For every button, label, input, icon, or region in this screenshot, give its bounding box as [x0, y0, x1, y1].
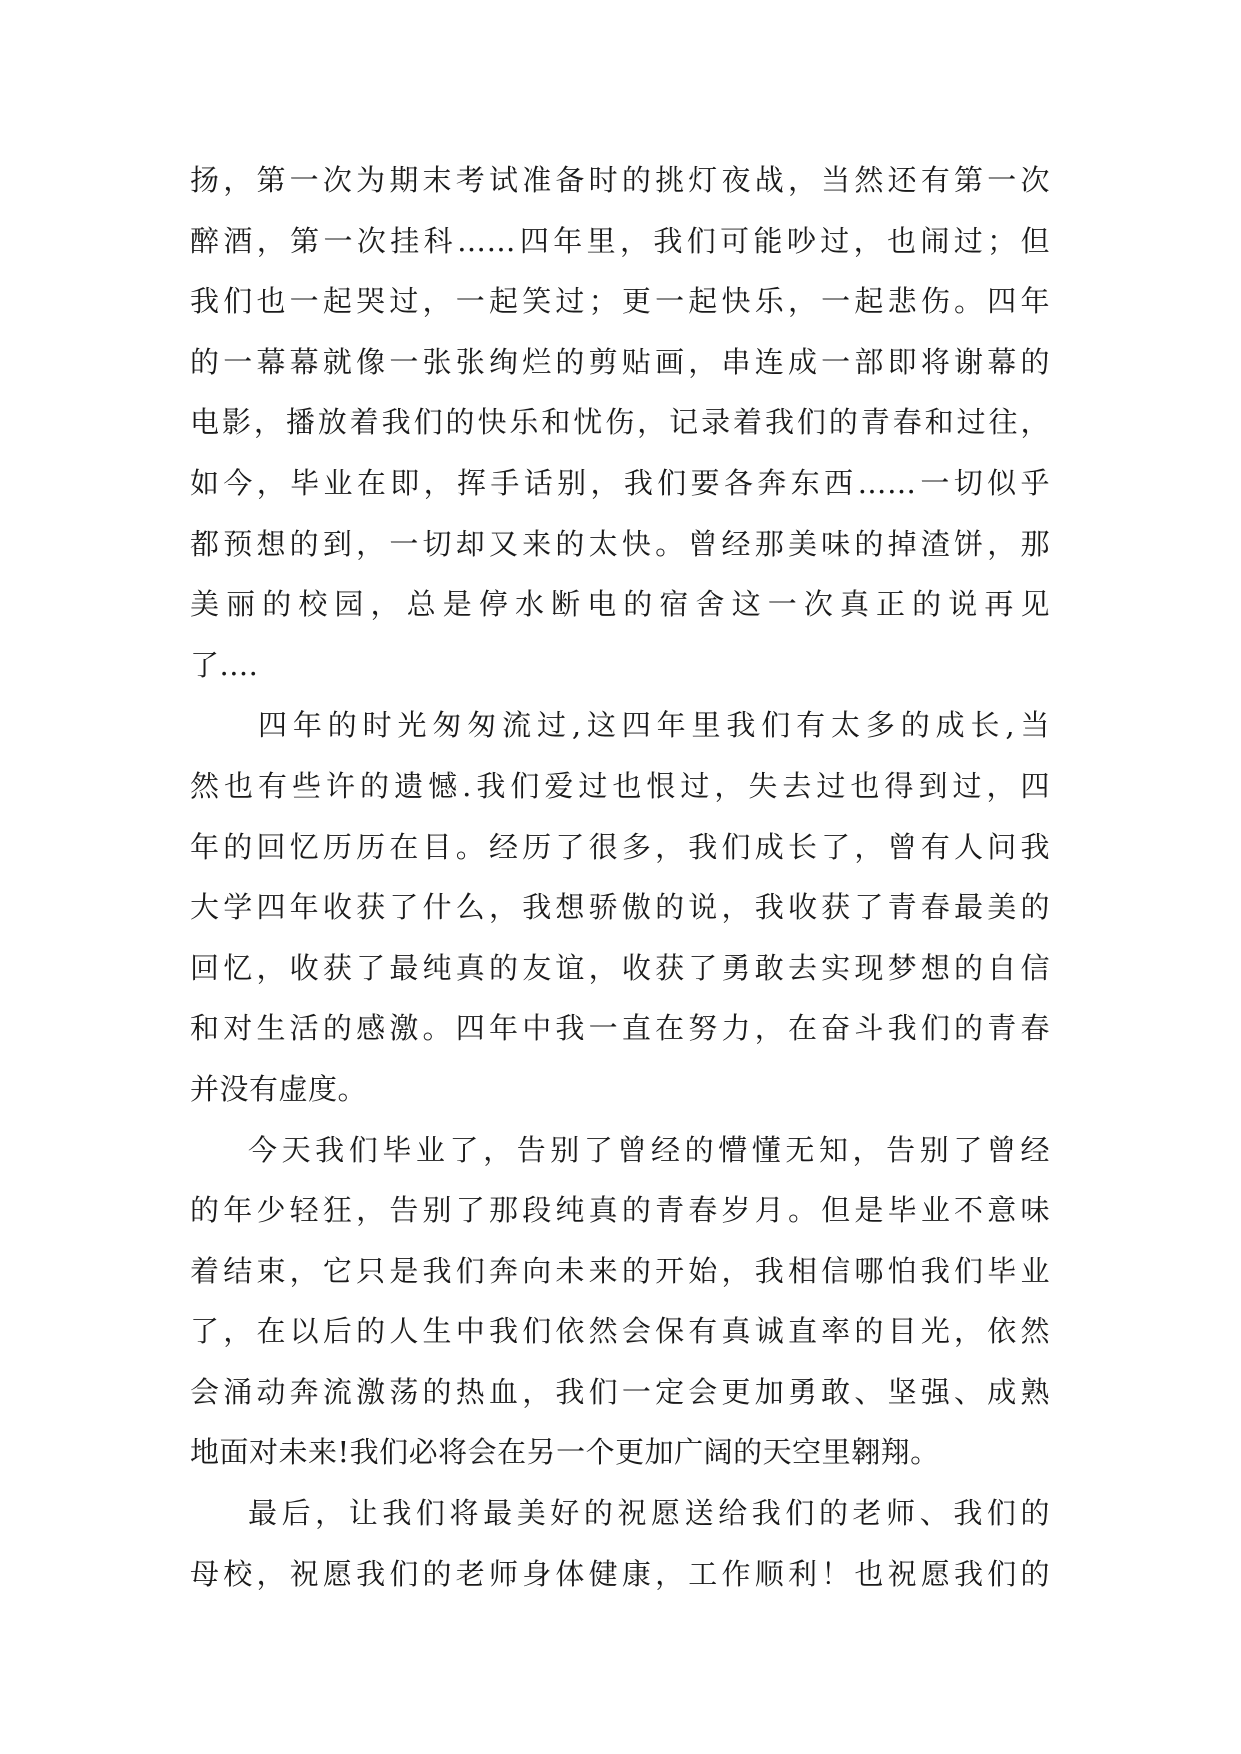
text-line: 母校，祝愿我们的老师身体健康，工作顺利！也祝愿我们的	[190, 1556, 1050, 1591]
text-line: 和对生活的感激。四年中我一直在努力，在奋斗我们的青春	[190, 1011, 1050, 1046]
text-line: 并没有虚度。	[190, 1071, 368, 1106]
paragraph-start-line: 四年的时光匆匆流过,这四年里我们有太多的成长,当	[258, 708, 1050, 743]
text-line: 地面对未来!我们必将会在另一个更加广阔的天空里翱翔。	[190, 1435, 940, 1470]
text-line: 然也有些许的遗憾.我们爱过也恨过，失去过也得到过，四	[190, 768, 1050, 803]
text-line: 年的回忆历历在目。经历了很多，我们成长了，曾有人问我	[190, 829, 1050, 864]
body-text	[190, 150, 1050, 1604]
text-line: 如今，毕业在即，挥手话别，我们要各奔东西……一切似乎	[190, 465, 1050, 500]
text-line: 电影，播放着我们的快乐和忧伤，记录着我们的青春和过往，	[190, 405, 1050, 440]
text-line: 我们也一起哭过，一起笑过；更一起快乐，一起悲伤。四年	[190, 284, 1050, 319]
text-line: 的一幕幕就像一张张绚烂的剪贴画，串连成一部即将谢幕的	[190, 344, 1050, 379]
text-line: 大学四年收获了什么，我想骄傲的说，我收获了青春最美的	[190, 890, 1050, 925]
text-line: 回忆，收获了最纯真的友谊，收获了勇敢去实现梦想的自信	[190, 950, 1050, 985]
text-line: 都预想的到，一切却又来的太快。曾经那美味的掉渣饼，那	[190, 526, 1050, 561]
text-line: 的年少轻狂，告别了那段纯真的青春岁月。但是毕业不意味	[190, 1193, 1050, 1228]
text-line: 美丽的校园，总是停水断电的宿舍这一次真正的说再见	[190, 587, 1050, 622]
text-line: 会涌动奔流激荡的热血，我们一定会更加勇敢、坚强、成熟	[190, 1374, 1050, 1409]
text-line: 着结束，它只是我们奔向未来的开始，我相信哪怕我们毕业	[190, 1253, 1050, 1288]
text-line: 了，在以后的人生中我们依然会保有真诚直率的目光，依然	[190, 1314, 1050, 1349]
text-line: 了....	[190, 647, 259, 682]
text-line: 扬，第一次为期末考试准备时的挑灯夜战，当然还有第一次	[190, 163, 1050, 197]
paragraph-start-line: 最后，让我们将最美好的祝愿送给我们的老师、我们的	[248, 1496, 1050, 1531]
paragraph-start-line: 今天我们毕业了，告别了曾经的懵懂无知，告别了曾经	[248, 1132, 1050, 1167]
text-line: 醉酒，第一次挂科……四年里，我们可能吵过，也闹过；但	[190, 223, 1050, 258]
